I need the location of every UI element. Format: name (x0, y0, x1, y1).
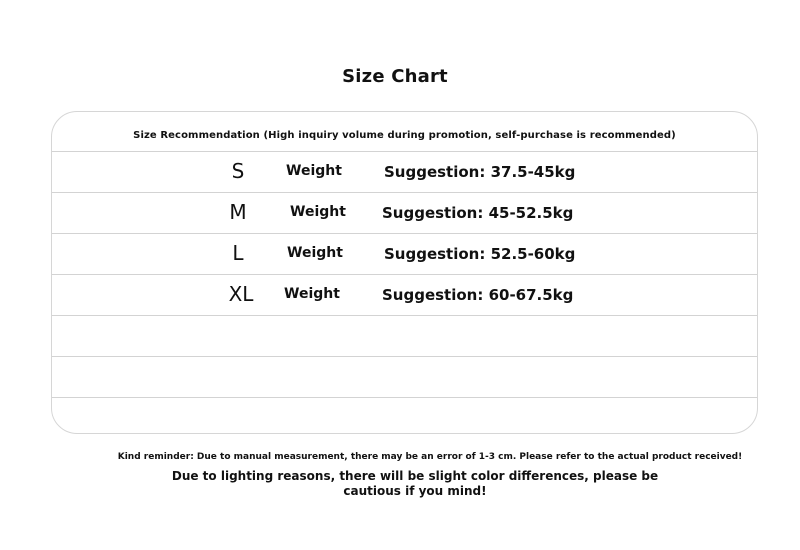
table-subtitle: Size Recommendation (High inquiry volume during promotion, self-purchase is recommended) (133, 130, 676, 141)
weight-label: Weight (290, 204, 346, 220)
size-label: S (231, 159, 245, 183)
size-label: L (232, 241, 244, 265)
weight-label: Weight (284, 286, 340, 302)
table-row-l (52, 233, 757, 274)
weight-suggestion: Suggestion: 37.5-45kg (384, 163, 576, 181)
weight-label: Weight (287, 245, 343, 261)
table-row-xl (52, 274, 757, 315)
weight-suggestion: Suggestion: 45-52.5kg (382, 204, 574, 222)
table-row-m (52, 192, 757, 233)
table-row-empty (52, 315, 757, 356)
table-row-empty (52, 356, 757, 397)
size-chart-table (51, 111, 758, 434)
size-label: M (229, 200, 247, 224)
color-difference-note: Due to lighting reasons, there will be slight color differences, please be cautious if you mind! (171, 469, 659, 498)
kind-reminder: Kind reminder: Due to manual measurement, there may be an error of 1-3 cm. Please refer to the actual product received! (117, 452, 743, 462)
table-row-s (52, 151, 757, 192)
weight-suggestion: Suggestion: 60-67.5kg (382, 286, 574, 304)
page-title: Size Chart (342, 66, 448, 87)
size-label: XL (228, 282, 254, 306)
table-row-empty (52, 397, 757, 434)
weight-label: Weight (286, 163, 342, 179)
weight-suggestion: Suggestion: 52.5-60kg (384, 245, 576, 263)
